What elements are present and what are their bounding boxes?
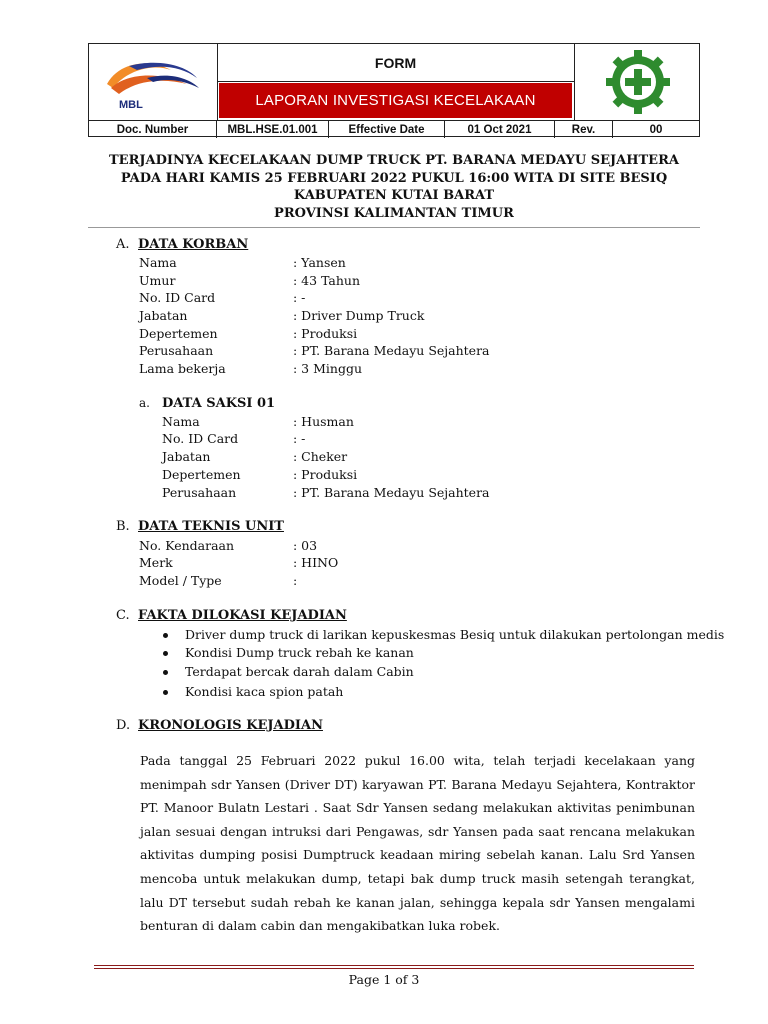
field-value: : - [293,431,306,446]
report-title [88,152,700,222]
doc-info-row [89,120,699,138]
field-value: : 03 [293,538,318,553]
bullet-icon [163,633,168,638]
field-label: No. Kendaraan [139,538,235,553]
safety-cross-logo [574,44,700,120]
field-label: Lama bekerja [139,361,226,376]
section-letter: D. [116,718,131,733]
doc-number-label: Doc. Number [89,121,217,138]
field-value: : Produksi [293,467,358,482]
bullet-icon [163,690,168,695]
field-label: Nama [139,255,177,270]
field-value: : - [293,290,306,305]
section-title: DATA TEKNIS UNIT [138,519,284,534]
safety-gear-icon [603,47,673,117]
effective-date-label: Effective Date [329,121,445,138]
field-label: Nama [162,414,200,429]
title-line: PADA HARI KAMIS 25 FEBRUARI 2022 PUKUL 16:00 WITA DI SITE BESIQ [120,170,668,186]
field-value: : Cheker [293,449,348,464]
field-value: : 43 Tahun [293,273,361,288]
field-label: Umur [139,273,176,288]
rev-value: 00 [649,123,663,136]
bullet-icon [163,651,168,656]
mbl-logo-icon [89,44,217,120]
bullet-icon [163,670,168,675]
chronology-paragraph: Pada tanggal 25 Februari 2022 pukul 16.00 wita, telah terjadi kecelakaan yang menimpah sdr Yansen (Driver DT) karyawan PT. Barana Medayu Sejahtera, Kontraktor PT. Manoor Bulatn Lestari . Saat Sdr Yansen sedang melakukan aktivitas penimbunan jalan sesuai dengan intruksi dari Pengawas, sdr Yansen pada saat rencana melakukan aktivitas dumping posisi Dumptruck keadaan miring sebelah kanan. Lalu Srd Yansen mencoba untuk melakukan dump, tetapi bak dump truck masih setengah terangkat, lalu DT tersebut sudah rebah ke kanan jalan, sehingga kepala sdr Yansen mengalami benturan di dalam cabin dan mengakibatkan luka robek. [140,753,695,934]
witness-heading [139,396,276,411]
field-label: Perusahaan [139,343,214,358]
rev-label: Rev. [555,121,613,138]
field-label: Perusahaan [162,485,237,500]
field-value: : Produksi [293,326,358,341]
doc-number-value: MBL.HSE.01.001 [217,121,329,138]
field-value: : 3 Minggu [293,361,363,376]
form-title: LAPORAN INVESTIGASI KECELAKAAN [219,83,572,118]
effective-date-value: 01 Oct 2021 [445,121,555,138]
field-value: : HINO [293,555,339,570]
field-value: : Driver Dump Truck [293,308,425,323]
section-letter: a. [139,396,150,410]
field-value: : Yansen [293,255,346,270]
field-label: Jabatan [162,449,211,464]
title-divider [88,227,700,228]
svg-text:MBL: MBL [119,99,143,111]
field-label: Jabatan [139,308,188,323]
footer-rule [94,965,694,966]
form-label: FORM [217,44,574,82]
section-a-heading [116,237,249,252]
section-letter: B. [116,519,130,534]
form-header [88,43,700,137]
section-title: KRONOLOGIS KEJADIAN [138,718,323,733]
section-letter: C. [116,608,130,623]
title-line: KABUPATEN KUTAI BARAT [293,188,495,203]
section-d-heading [116,718,323,733]
field-value: : [293,573,298,588]
section-b-heading [116,519,284,534]
field-value: : PT. Barana Medayu Sejahtera [293,343,490,358]
title-line: PROVINSI KALIMANTAN TIMUR [274,205,514,221]
field-label: Depertemen [139,326,218,341]
company-logo [89,44,218,120]
field-value: : Husman [293,414,354,429]
field-label: No. ID Card [162,431,239,446]
title-line: TERJADINYA KECELAKAAN DUMP TRUCK PT. BARANA MEDAYU SEJAHTERA [109,153,679,168]
field-label: No. ID Card [139,290,216,305]
field-label: Depertemen [162,467,241,482]
section-letter: A. [116,237,130,252]
field-value: : PT. Barana Medayu Sejahtera [293,485,490,500]
page-number: Page 1 of 3 [348,972,420,987]
section-title: DATA KORBAN [138,237,249,252]
section-title: DATA SAKSI 01 [162,396,276,411]
section-title: FAKTA DILOKASI KEJADIAN [138,608,347,623]
section-c-heading [116,608,347,623]
footer-rule [94,968,694,969]
field-label: Merk [139,555,173,570]
field-label: Model / Type [139,573,222,588]
